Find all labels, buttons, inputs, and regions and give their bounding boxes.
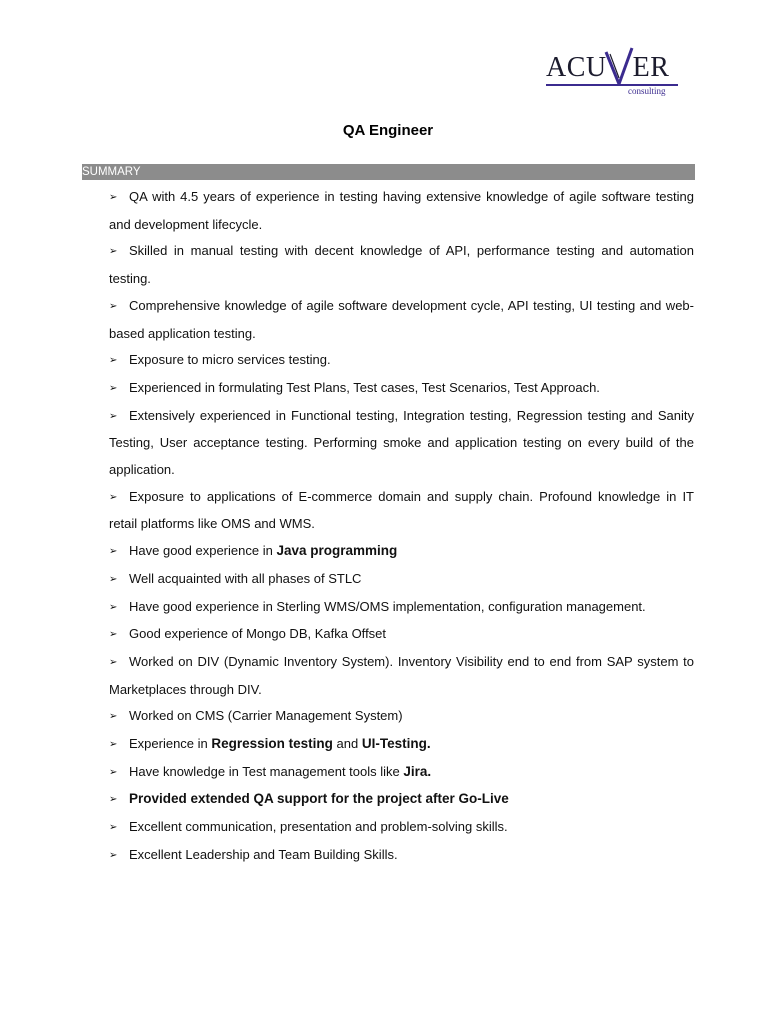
arrow-bullet-icon: ➢ [109,629,118,641]
summary-item [109,184,694,238]
summary-item [109,347,694,375]
arrow-bullet-icon: ➢ [109,849,118,861]
arrow-bullet-icon: ➢ [109,355,118,367]
summary-item-text: Skilled in manual testing with decent knowledge of API, performance testing and automation testing. [109,243,694,287]
summary-list [109,184,694,870]
summary-item-text: and [332,736,362,752]
summary-item [109,566,694,594]
logo-v-mark-icon [604,46,634,86]
summary-item [109,293,694,347]
summary-item-text: Worked on DIV (Dynamic Inventory System). Inventory Visibility end to end from SAP system to Marketplaces through DIV. [109,653,694,697]
arrow-bullet-icon: ➢ [109,382,118,394]
summary-item-text: Have knowledge in Test management tools like [129,763,404,779]
summary-item-text: Comprehensive knowledge of agile software development cycle, API testing, UI testing and web-based application testing. [109,297,694,341]
summary-item-text: Experience in [129,736,212,752]
arrow-bullet-icon: ➢ [109,601,118,613]
summary-item-text: Experienced in formulating Test Plans, Test cases, Test Scenarios, Test Approach. [129,379,600,395]
arrow-bullet-icon: ➢ [109,410,118,422]
summary-item [109,814,694,842]
summary-item-text: Worked on CMS (Carrier Management System) [129,708,403,724]
arrow-bullet-icon: ➢ [109,711,118,723]
summary-item [109,621,694,649]
logo-text-right: ER [632,52,670,83]
summary-item-emphasis: Regression testing [211,736,333,752]
arrow-bullet-icon: ➢ [109,546,118,558]
summary-item-text: Good experience of Mongo DB, Kafka Offset [129,626,387,642]
arrow-bullet-icon: ➢ [109,794,118,806]
summary-item-text: Excellent Leadership and Team Building Skills. [129,846,398,862]
summary-item-emphasis: Java programming [276,543,398,559]
summary-item [109,731,694,759]
company-logo [544,44,684,96]
summary-item [109,842,694,870]
section-header-summary: SUMMARY [82,164,695,180]
arrow-bullet-icon: ➢ [109,300,118,312]
summary-item [109,403,694,484]
summary-item-text: Exposure to applications of E-commerce domain and supply chain. Profound knowledge in IT retail platforms like OMS and WMS. [109,488,694,532]
summary-item [109,538,694,566]
summary-item-emphasis: Jira. [403,763,432,779]
summary-item-text: Have good experience in [129,543,277,559]
summary-item [109,703,694,731]
summary-item-text: Well acquainted with all phases of STLC [129,570,362,586]
arrow-bullet-icon: ➢ [109,192,118,203]
arrow-bullet-icon: ➢ [109,573,118,585]
arrow-bullet-icon: ➢ [109,766,118,778]
arrow-bullet-icon: ➢ [109,739,118,751]
summary-item [109,649,694,703]
summary-item-emphasis: Provided extended QA support for the project after Go-Live [129,791,509,807]
summary-item [109,786,694,814]
arrow-bullet-icon: ➢ [109,246,118,258]
summary-item [109,238,694,292]
arrow-bullet-icon: ➢ [109,656,118,668]
logo-text-left: ACU [546,52,607,83]
summary-item [109,594,694,622]
arrow-bullet-icon: ➢ [109,822,118,834]
summary-item-text: Excellent communication, presentation and problem-solving skills. [129,819,508,835]
summary-item [109,759,694,787]
summary-item-text: Exposure to micro services testing. [129,352,331,368]
logo-subtitle: consulting [628,86,666,96]
summary-item-text: Have good experience in Sterling WMS/OMS implementation, configuration management. [129,598,646,614]
summary-item-text: QA with 4.5 years of experience in testing having extensive knowledge of agile software testing and development lifecycle. [109,189,694,232]
page-title: QA Engineer [342,122,434,139]
summary-item-emphasis: UI-Testing. [361,736,431,752]
summary-item [109,484,694,538]
arrow-bullet-icon: ➢ [109,491,118,503]
summary-item [109,375,694,403]
summary-item-text: Extensively experienced in Functional testing, Integration testing, Regression testing and Sanity Testing, User acceptance testing. Performing smoke and application testing on every build of the application. [109,407,694,478]
